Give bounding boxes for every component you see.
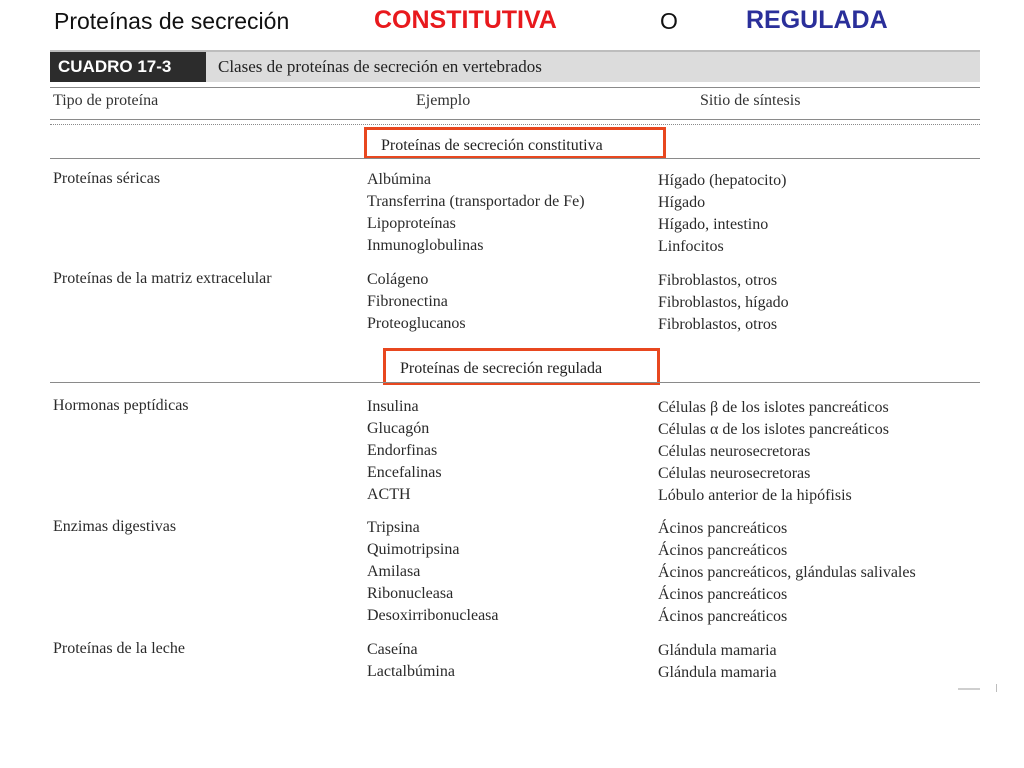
site-item: Ácinos pancreáticos <box>658 586 788 603</box>
site-item: Hígado (hepatocito) <box>658 172 787 189</box>
example-item: Encefalinas <box>367 464 442 481</box>
example-list <box>367 639 455 683</box>
example-item: Proteoglucanos <box>367 315 466 332</box>
protein-type: Hormonas peptídicas <box>53 397 189 414</box>
section-title-regulated: Proteínas de secreción regulada <box>383 348 660 385</box>
example-item: Endorfinas <box>367 442 438 459</box>
site-item: Lóbulo anterior de la hipófisis <box>658 487 852 504</box>
example-item: Colágeno <box>367 271 429 288</box>
site-item: Células neurosecretoras <box>658 465 811 482</box>
site-item: Ácinos pancreáticos, glándulas salivales <box>658 564 916 581</box>
example-list <box>367 269 466 335</box>
example-item: Transferrina (transportador de Fe) <box>367 193 585 210</box>
example-list <box>367 169 585 257</box>
section-title-constitutive: Proteínas de secreción constitutiva <box>364 127 666 159</box>
example-item: Lactalbúmina <box>367 663 455 680</box>
header-type: Tipo de proteína <box>53 92 159 109</box>
example-item: Albúmina <box>367 171 431 188</box>
scan-edge-mark <box>958 688 980 690</box>
site-list <box>658 518 916 628</box>
title-connector: O <box>660 8 678 34</box>
site-item: Células neurosecretoras <box>658 443 811 460</box>
example-list <box>367 396 442 506</box>
title-lead: Proteínas de secreción <box>54 8 290 34</box>
header-site: Sitio de síntesis <box>700 92 801 109</box>
site-list <box>658 270 789 336</box>
example-item: Tripsina <box>367 519 420 536</box>
title-constitutive: CONSTITUTIVA <box>374 6 557 34</box>
protein-type: Proteínas de la matriz extracelular <box>53 270 272 287</box>
example-item: Caseína <box>367 641 418 658</box>
table-caption-band <box>50 50 980 82</box>
example-item: Ribonucleasa <box>367 585 454 602</box>
site-item: Glándula mamaria <box>658 642 777 659</box>
example-item: Fibronectina <box>367 293 448 310</box>
site-item: Fibroblastos, otros <box>658 272 778 289</box>
example-item: Quimotripsina <box>367 541 460 558</box>
divider <box>50 382 980 383</box>
site-item: Células β de los islotes pancreáticos <box>658 399 889 416</box>
divider <box>50 124 980 125</box>
example-item: Inmunoglobulinas <box>367 237 484 254</box>
slide-title <box>0 4 1024 38</box>
scan-edge-tick <box>996 684 997 692</box>
example-list <box>367 517 499 627</box>
site-list <box>658 397 889 507</box>
site-item: Glándula mamaria <box>658 664 777 681</box>
table-caption: Clases de proteínas de secreción en vertebrados <box>218 57 542 76</box>
protein-type: Proteínas de la leche <box>53 640 185 657</box>
divider <box>50 87 980 88</box>
protein-type: Proteínas séricas <box>53 170 161 187</box>
site-list <box>658 640 777 684</box>
site-item: Fibroblastos, hígado <box>658 294 789 311</box>
site-item: Fibroblastos, otros <box>658 316 778 333</box>
site-list <box>658 170 786 258</box>
header-example: Ejemplo <box>416 92 471 109</box>
example-item: Insulina <box>367 398 419 415</box>
site-item: Ácinos pancreáticos <box>658 608 788 625</box>
example-item: Glucagón <box>367 420 430 437</box>
site-item: Linfocitos <box>658 238 724 255</box>
site-item: Hígado <box>658 194 706 211</box>
protein-type: Enzimas digestivas <box>53 518 177 535</box>
divider <box>50 119 980 120</box>
site-item: Ácinos pancreáticos <box>658 520 788 537</box>
example-item: Desoxirribonucleasa <box>367 607 499 624</box>
site-item: Células α de los islotes pancreáticos <box>658 421 889 438</box>
divider <box>50 158 980 159</box>
site-item: Ácinos pancreáticos <box>658 542 788 559</box>
example-item: Lipoproteínas <box>367 215 456 232</box>
table-tag: CUADRO 17-3 <box>50 52 206 82</box>
example-item: ACTH <box>367 486 411 503</box>
site-item: Hígado, intestino <box>658 216 769 233</box>
example-item: Amilasa <box>367 563 421 580</box>
title-regulated: REGULADA <box>746 6 888 34</box>
